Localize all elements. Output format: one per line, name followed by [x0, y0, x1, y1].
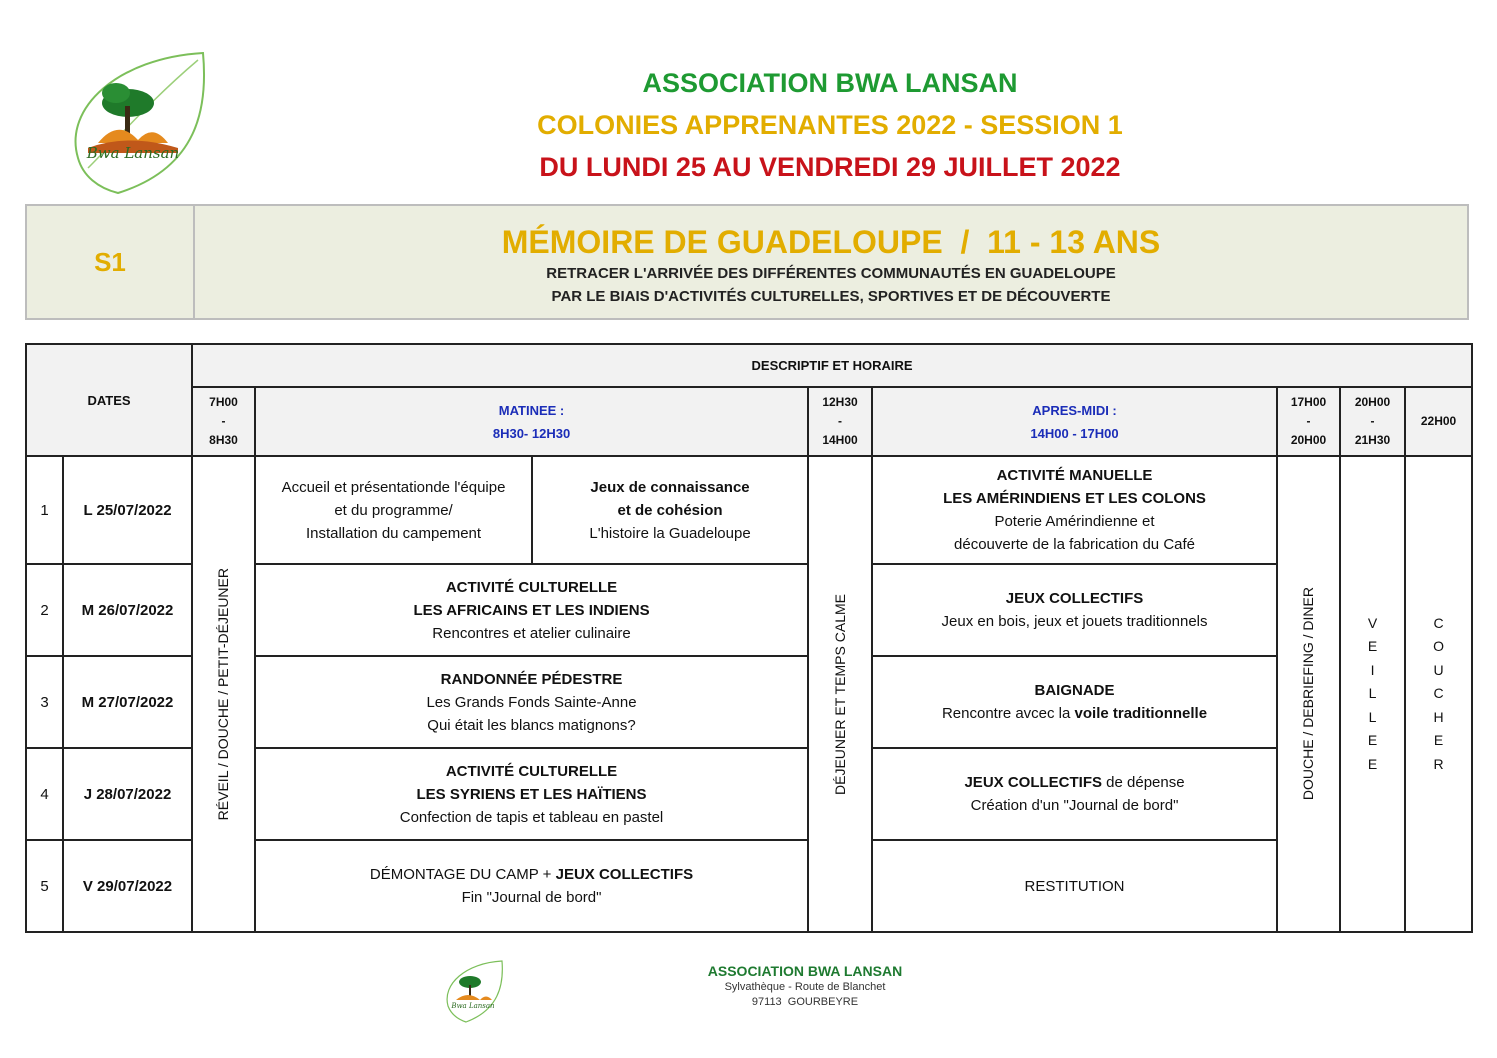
footer [640, 962, 970, 1010]
row-number: 1 [26, 456, 63, 564]
activity-morning: RANDONNÉE PÉDESTRE Les Grands Fonds Sainte-Anne Qui était les blancs matignons? [255, 656, 808, 748]
schedule-table [25, 343, 1473, 933]
footer-logo-text: Bwa Lansan [451, 1002, 495, 1010]
session-banner [25, 204, 1469, 320]
session-code: S1 [27, 206, 195, 318]
table-row [26, 456, 1472, 564]
lunch-column: DÉJEUNER ET TEMPS CALME [808, 456, 872, 932]
row-date: V 29/07/2022 [63, 840, 192, 932]
activity-morning-a: Accueil et présentationde l'équipe et du programme/ Installation du campement [255, 456, 532, 564]
activity-afternoon: JEUX COLLECTIFS Jeux en bois, jeux et jouets traditionnels [872, 564, 1277, 656]
footer-address-1: Sylvathèque - Route de Blanchet [724, 981, 886, 993]
time-diner: 17H00 - 20H00 [1277, 387, 1340, 456]
matinee-header: MATINEE : 8H30- 12H30 [255, 387, 808, 456]
header-session: COLONIES APPRENANTES 2022 - SESSION 1 [537, 110, 1123, 140]
row-date: J 28/07/2022 [63, 748, 192, 840]
row-date: M 26/07/2022 [63, 564, 192, 656]
diner-column: DOUCHE / DEBRIEFING / DINER [1277, 456, 1340, 932]
row-date: M 27/07/2022 [63, 656, 192, 748]
activity-morning-b: Jeux de connaissance et de cohésion L'histoire la Guadeloupe [532, 456, 808, 564]
time-wake: 7H00 - 8H30 [192, 387, 255, 456]
wake-column: RÉVEIL / DOUCHE / PETIT-DÉJEUNER [192, 456, 255, 932]
session-subtitle-1: RETRACER L'ARRIVÉE DES DIFFÉRENTES COMMUNAUTÉS EN GUADELOUPE [546, 265, 1116, 282]
row-number: 2 [26, 564, 63, 656]
activity-afternoon: BAIGNADE Rencontre avcec la voile traditionnelle [872, 656, 1277, 748]
descriptif-header: DESCRIPTIF ET HORAIRE [192, 344, 1472, 387]
activity-afternoon: ACTIVITÉ MANUELLE LES AMÉRINDIENS ET LES COLONS Poterie Amérindienne et découverte de la fabrication du Café [872, 456, 1277, 564]
dates-header: DATES [26, 344, 192, 456]
activity-morning: ACTIVITÉ CULTURELLE LES SYRIENS ET LES HAÏTIENS Confection de tapis et tableau en pastel [255, 748, 808, 840]
header-dates: DU LUNDI 25 AU VENDREDI 29 JUILLET 2022 [539, 152, 1121, 182]
time-veillee: 20H00 - 21H30 [1340, 387, 1405, 456]
activity-morning: ACTIVITÉ CULTURELLE LES AFRICAINS ET LES INDIENS Rencontres et atelier culinaire [255, 564, 808, 656]
activity-afternoon: JEUX COLLECTIFS de dépense Création d'un "Journal de bord" [872, 748, 1277, 840]
logo-text: Bwa Lansan [86, 144, 180, 162]
session-title: MÉMOIRE DE GUADELOUPE / 11 - 13 ANS [501, 224, 1161, 260]
veillee-column: V E I L L E E [1340, 456, 1405, 932]
row-number: 3 [26, 656, 63, 748]
activity-afternoon: RESTITUTION [872, 840, 1277, 932]
bwa-lansan-logo [58, 48, 220, 198]
coucher-column: C O U C H E R [1405, 456, 1472, 932]
time-lunch: 12H30 - 14H00 [808, 387, 872, 456]
footer-address-2: 97113 GOURBEYRE [751, 996, 859, 1008]
session-subtitle-2: PAR LE BIAIS D'ACTIVITÉS CULTURELLES, SPORTIVES ET DE DÉCOUVERTE [551, 288, 1111, 305]
footer-logo [440, 958, 506, 1024]
row-date: L 25/07/2022 [63, 456, 192, 564]
row-number: 4 [26, 748, 63, 840]
activity-morning: DÉMONTAGE DU CAMP + JEUX COLLECTIFS Fin "Journal de bord" [255, 840, 808, 932]
apresmidi-header: APRES-MIDI : 14H00 - 17H00 [872, 387, 1277, 456]
page-header [430, 62, 1230, 188]
time-coucher: 22H00 [1405, 387, 1472, 456]
session-info [195, 206, 1467, 318]
header-association: ASSOCIATION BWA LANSAN [642, 68, 1018, 98]
footer-name: ASSOCIATION BWA LANSAN [707, 963, 903, 979]
row-number: 5 [26, 840, 63, 932]
